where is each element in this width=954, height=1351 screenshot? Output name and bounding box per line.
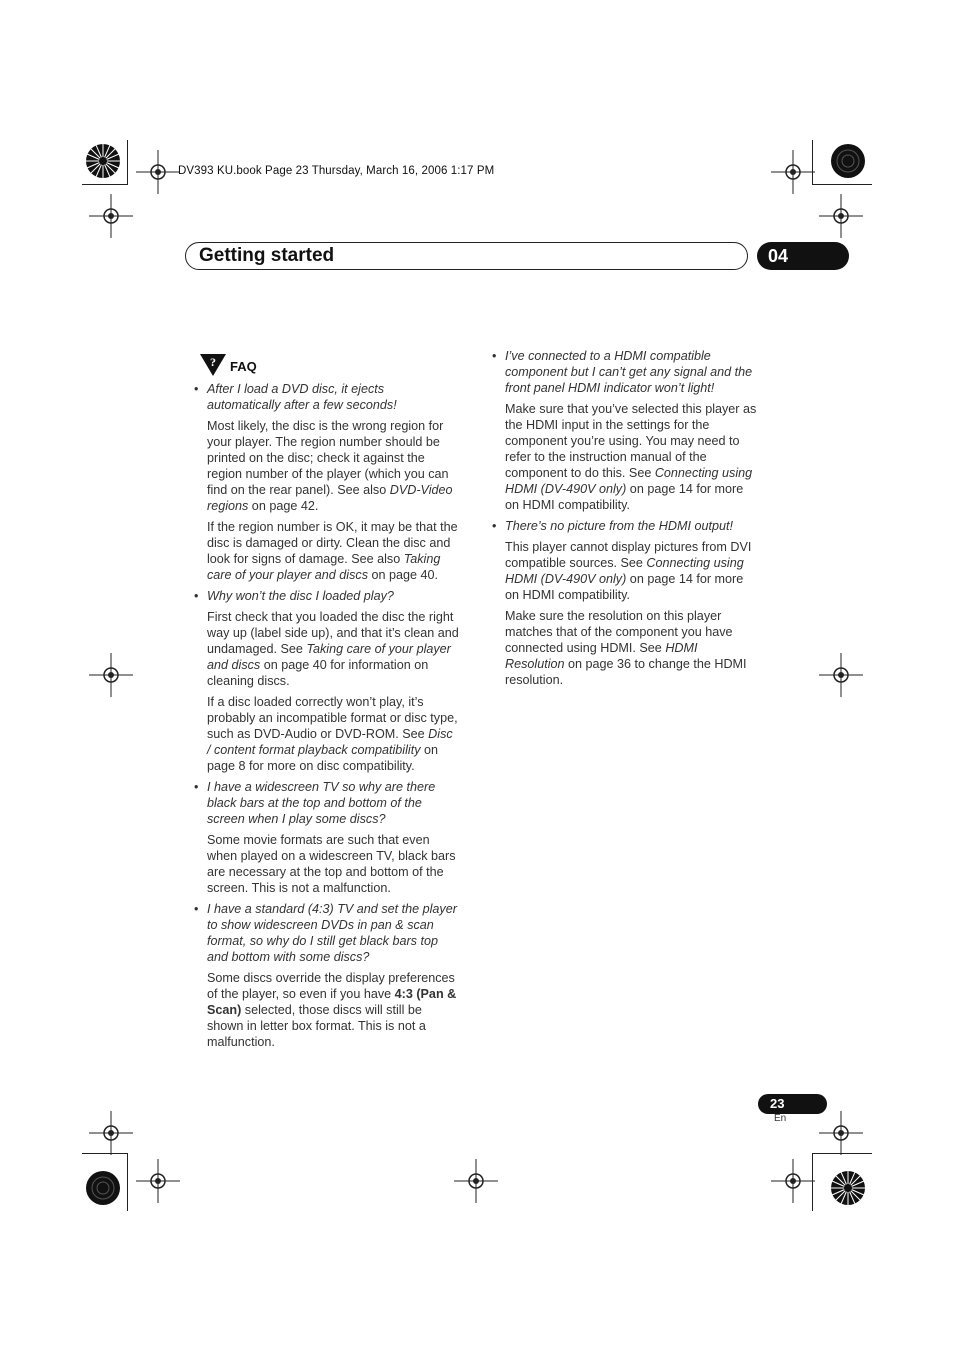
- faq-answer: If the region number is OK, it may be that the disc is damaged or dirty. Clean the disc and look for signs of damage. See also Taking care of your player and discs on page 40.: [207, 520, 458, 582]
- faq-heading: FAQ: [230, 359, 257, 374]
- faq-answer: First check that you loaded the disc the right way up (label side up), and that it’s clean and undamaged. See Taking care of your player and discs on page 40 for information on cleaning discs.: [207, 610, 459, 688]
- faq-question: • I’ve connected to a HDMI compatible component but I can’t get any signal and the front panel HDMI indicator won’t light!: [505, 348, 757, 396]
- registration-target-icon: [89, 653, 133, 697]
- faq-icon: [199, 353, 227, 377]
- registration-target-icon: [771, 1159, 815, 1203]
- print-info: DV393 KU.book Page 23 Thursday, March 16, 2006 1:17 PM: [178, 165, 495, 177]
- faq-question: • I have a widescreen TV so why are there black bars at the top and bottom of the screen when I play some discs?: [207, 779, 459, 827]
- page-number: 23: [770, 1096, 785, 1111]
- starburst-mark-icon: [85, 1170, 121, 1206]
- setting-name: 4:3 (Pan & Scan): [207, 987, 457, 1017]
- faq-question: • After I load a DVD disc, it ejects automatically after a few seconds!: [207, 381, 459, 413]
- registration-target-icon: [819, 194, 863, 238]
- faq-question: • There’s no picture from the HDMI output!: [505, 518, 757, 534]
- faq-question: • I have a standard (4:3) TV and set the player to show widescreen DVDs in pan & scan format, so why do I still get black bars top and bottom with some discs?: [207, 901, 459, 965]
- faq-answer: Some movie formats are such that even when played on a widescreen TV, black bars are necessary at the top and bottom of the screen. This is not a malfunction.: [207, 833, 456, 895]
- faq-answer: If a disc loaded correctly won’t play, it’s probably an incompatible format or disc type, such as DVD-Audio or DVD-ROM. See Disc / content format playback compatibility on page 8 for more on disc compatibility.: [207, 695, 458, 773]
- chapter-title: Getting started: [199, 245, 335, 266]
- faq-answer: This player cannot display pictures from DVI compatible sources. See Connecting using HDMI (DV-490V only) on page 14 for more on HDMI compatibility.: [505, 540, 752, 602]
- page-language: En: [774, 1113, 787, 1124]
- crop-mark: [82, 184, 128, 185]
- faq-answer: Some discs override the display preferences of the player, so even if you have 4:3 (Pan & Scan) selected, those discs will still be shown in letter box format. This is not a malfunction.: [207, 971, 457, 1049]
- cross-reference: Taking care of your player and discs: [207, 552, 441, 582]
- registration-target-icon: [819, 1111, 863, 1155]
- registration-target-icon: [454, 1159, 498, 1203]
- faq-answer: Make sure the resolution on this player matches that of the component you have connected using HDMI. See HDMI Resolution on page 36 to change the HDMI resolution.: [505, 609, 747, 687]
- crop-mark: [812, 184, 872, 185]
- starburst-mark-icon: [830, 143, 866, 179]
- faq-column-right: [505, 348, 757, 693]
- registration-target-icon: [771, 150, 815, 194]
- chapter-number: 04: [768, 246, 789, 266]
- starburst-mark-icon: [85, 143, 121, 179]
- registration-target-icon: [136, 150, 180, 194]
- page-number-badge: [758, 1094, 827, 1114]
- registration-target-icon: [89, 1111, 133, 1155]
- starburst-mark-icon: [830, 1170, 866, 1206]
- registration-target-icon: [819, 653, 863, 697]
- cross-reference: Taking care of your player and discs: [207, 642, 451, 672]
- cross-reference: Connecting using HDMI (DV-490V only): [505, 466, 753, 496]
- faq-answer: Make sure that you’ve selected this player as the HDMI input in the settings for the component you’re using. You may need to refer to the instruction manual of the component to do this. See Connecting using HDMI (DV-490V only) on page 14 for more on HDMI compatibility.: [505, 402, 757, 512]
- cross-reference: HDMI Resolution: [505, 641, 698, 671]
- cross-reference: Disc / content format playback compatibility: [207, 727, 453, 757]
- faq-column-left: [207, 381, 459, 1055]
- registration-target-icon: [136, 1159, 180, 1203]
- cross-reference: DVD-Video regions: [207, 483, 453, 513]
- crop-mark: [127, 1153, 128, 1211]
- registration-target-icon: [89, 194, 133, 238]
- cross-reference: Connecting using HDMI (DV-490V only): [505, 556, 744, 586]
- faq-answer: Most likely, the disc is the wrong region for your player. The region number should be printed on the disc; check it against the region number of the player (which you can find on the rear panel). See also DVD-Video regions on page 42.: [207, 419, 453, 513]
- crop-mark: [127, 140, 128, 185]
- faq-question: • Why won’t the disc I loaded play?: [207, 588, 459, 604]
- svg-text:?: ?: [210, 355, 216, 369]
